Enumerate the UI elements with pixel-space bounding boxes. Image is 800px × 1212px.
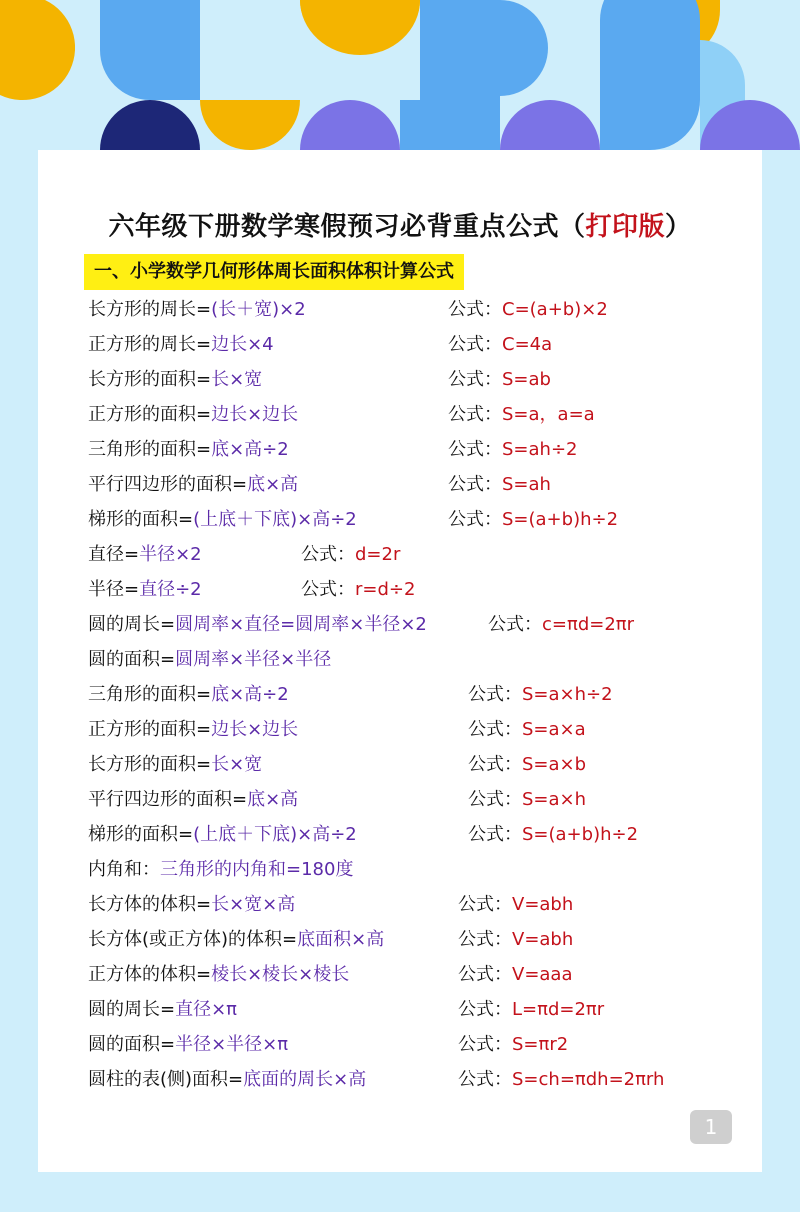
page-number-badge: 1 — [690, 1110, 732, 1144]
formula-value: 直径÷2 — [139, 579, 202, 600]
formula-symbolic: S=a，a=a — [502, 404, 595, 425]
formula-value: 圆周率×直径=圆周率×半径×2 — [175, 614, 427, 635]
formula-expression — [458, 1064, 664, 1096]
formula-label: 直径= — [88, 544, 140, 565]
formula-expression — [458, 889, 573, 921]
formula-symbolic: d=2r — [355, 544, 401, 565]
formula-prefix: 公式： — [301, 544, 355, 565]
formula-symbolic: V=aaa — [512, 964, 573, 985]
formula-value: 三角形的内角和=180度 — [160, 859, 354, 880]
formula-expression — [301, 574, 415, 606]
formula-value: (长＋宽)×2 — [211, 299, 306, 320]
formula-prefix: 公式： — [448, 299, 502, 320]
formula-row — [88, 329, 274, 361]
formula-label: 半径= — [88, 579, 140, 600]
formula-value: 直径×π — [175, 999, 238, 1020]
formula-row — [88, 294, 306, 326]
formula-row — [88, 504, 357, 536]
formula-value: 长×宽 — [211, 754, 263, 775]
formula-expression — [468, 819, 638, 851]
formula-row — [88, 889, 295, 921]
formula-value: 边长×边长 — [211, 719, 299, 740]
formula-prefix: 公式： — [468, 754, 522, 775]
formula-prefix: 公式： — [458, 1034, 512, 1055]
formula-value: 底×高 — [247, 474, 299, 495]
formula-symbolic: S=a×a — [522, 719, 586, 740]
formula-row — [88, 924, 384, 956]
decorative-shapes — [0, 0, 800, 160]
formula-row — [88, 994, 237, 1026]
formula-prefix: 公式： — [448, 369, 502, 390]
formula-label: 长方形的周长= — [88, 299, 212, 320]
formula-symbolic: S=a×b — [522, 754, 587, 775]
formula-value: 半径×半径×π — [175, 1034, 289, 1055]
formula-label: 正方形的面积= — [88, 719, 212, 740]
formula-prefix: 公式： — [448, 509, 502, 530]
formula-symbolic: S=a×h÷2 — [522, 684, 613, 705]
formula-label: 长方体的体积= — [88, 894, 212, 915]
formula-label: 正方形的周长= — [88, 334, 212, 355]
formula-label: 三角形的面积= — [88, 684, 212, 705]
formula-row — [88, 539, 202, 571]
title-highlight: 打印版 — [585, 212, 665, 242]
formula-label: 长方形的面积= — [88, 369, 212, 390]
formula-card — [38, 150, 762, 1172]
formula-label: 圆的面积= — [88, 1034, 176, 1055]
section-heading: 一、小学数学几何形体周长面积体积计算公式 — [84, 254, 464, 290]
formula-value: 底×高 — [247, 789, 299, 810]
formula-expression — [301, 539, 400, 571]
formula-symbolic: S=ah÷2 — [502, 439, 578, 460]
formula-expression — [448, 364, 551, 396]
formula-value: 边长×边长 — [211, 404, 299, 425]
formula-value: 边长×4 — [211, 334, 274, 355]
formula-symbolic: S=(a+b)h÷2 — [522, 824, 639, 845]
formula-prefix: 公式： — [488, 614, 542, 635]
formula-prefix: 公式： — [458, 929, 512, 950]
formula-value: 长×宽 — [211, 369, 263, 390]
formula-expression — [468, 749, 586, 781]
formula-label: 长方体(或正方体)的体积= — [88, 929, 298, 950]
formula-symbolic: S=ah — [502, 474, 551, 495]
formula-prefix: 公式： — [458, 999, 512, 1020]
formula-prefix: 公式： — [468, 719, 522, 740]
formula-row — [88, 469, 298, 501]
formula-row — [88, 1064, 366, 1096]
title-text: 六年级下册数学寒假预习必背重点公式（ — [108, 212, 586, 242]
formula-prefix: 公式： — [448, 404, 502, 425]
formula-row — [88, 749, 262, 781]
formula-prefix: 公式： — [448, 474, 502, 495]
formula-expression — [468, 679, 613, 711]
formula-prefix: 公式： — [458, 964, 512, 985]
formula-expression — [448, 294, 608, 326]
formula-row — [88, 784, 298, 816]
formula-expression — [448, 504, 618, 536]
formula-row — [88, 399, 298, 431]
formula-row — [88, 714, 298, 746]
formula-row — [88, 644, 331, 676]
formula-label: 正方体的体积= — [88, 964, 212, 985]
formula-expression — [448, 399, 595, 431]
formula-row — [88, 959, 349, 991]
formula-expression — [448, 329, 552, 361]
formula-row — [88, 854, 353, 886]
formula-prefix: 公式： — [468, 684, 522, 705]
formula-value: 半径×2 — [139, 544, 202, 565]
formula-expression — [458, 924, 573, 956]
formula-row — [88, 434, 289, 466]
formula-value: 底面积×高 — [297, 929, 385, 950]
formula-prefix: 公式： — [468, 789, 522, 810]
formula-value: 底面的周长×高 — [243, 1069, 367, 1090]
formula-label: 三角形的面积= — [88, 439, 212, 460]
formula-expression — [458, 1029, 568, 1061]
formula-prefix: 公式： — [301, 579, 355, 600]
formula-expression — [458, 959, 573, 991]
formula-expression — [448, 469, 551, 501]
formula-symbolic: S=(a+b)h÷2 — [502, 509, 619, 530]
page-title — [38, 206, 762, 243]
formula-symbolic: S=πr2 — [512, 1034, 569, 1055]
formula-label: 梯形的面积= — [88, 824, 194, 845]
formula-label: 圆的周长= — [88, 614, 176, 635]
formula-row — [88, 679, 289, 711]
formula-value: (上底＋下底)×高÷2 — [193, 509, 357, 530]
title-end: ） — [665, 212, 692, 242]
formula-symbolic: r=d÷2 — [355, 579, 416, 600]
formula-value: 长×宽×高 — [211, 894, 296, 915]
formula-value: 底×高÷2 — [211, 439, 289, 460]
formula-symbolic: C=(a+b)×2 — [502, 299, 608, 320]
formula-expression — [488, 609, 634, 641]
formula-label: 圆柱的表(侧)面积= — [88, 1069, 244, 1090]
formula-symbolic: S=ab — [502, 369, 551, 390]
formula-label: 梯形的面积= — [88, 509, 194, 530]
formula-prefix: 公式： — [468, 824, 522, 845]
formula-symbolic: V=abh — [512, 894, 574, 915]
formula-symbolic: S=a×h — [522, 789, 587, 810]
formula-symbolic: c=πd=2πr — [542, 614, 635, 635]
formula-row — [88, 364, 262, 396]
formula-row — [88, 1029, 288, 1061]
formula-prefix: 公式： — [448, 439, 502, 460]
formula-label: 长方形的面积= — [88, 754, 212, 775]
formula-prefix: 公式： — [458, 894, 512, 915]
formula-expression — [468, 714, 586, 746]
formula-expression — [458, 994, 604, 1026]
formula-label: 圆的周长= — [88, 999, 176, 1020]
formula-symbolic: V=abh — [512, 929, 574, 950]
formula-label: 平行四边形的面积= — [88, 789, 248, 810]
formula-label: 平行四边形的面积= — [88, 474, 248, 495]
formula-prefix: 公式： — [458, 1069, 512, 1090]
formula-row — [88, 574, 202, 606]
formula-expression — [468, 784, 586, 816]
formula-value: (上底＋下底)×高÷2 — [193, 824, 357, 845]
formula-symbolic: L=πd=2πr — [512, 999, 605, 1020]
formula-label: 正方形的面积= — [88, 404, 212, 425]
formula-label: 圆的面积= — [88, 649, 176, 670]
formula-row — [88, 819, 357, 851]
formula-prefix: 公式： — [448, 334, 502, 355]
formula-value: 棱长×棱长×棱长 — [211, 964, 350, 985]
formula-expression — [448, 434, 577, 466]
formula-row — [88, 609, 427, 641]
formula-value: 圆周率×半径×半径 — [175, 649, 332, 670]
formula-symbolic: S=ch=πdh=2πrh — [512, 1069, 665, 1090]
formula-label: 内角和： — [88, 859, 160, 880]
formula-value: 底×高÷2 — [211, 684, 289, 705]
formula-symbolic: C=4a — [502, 334, 553, 355]
